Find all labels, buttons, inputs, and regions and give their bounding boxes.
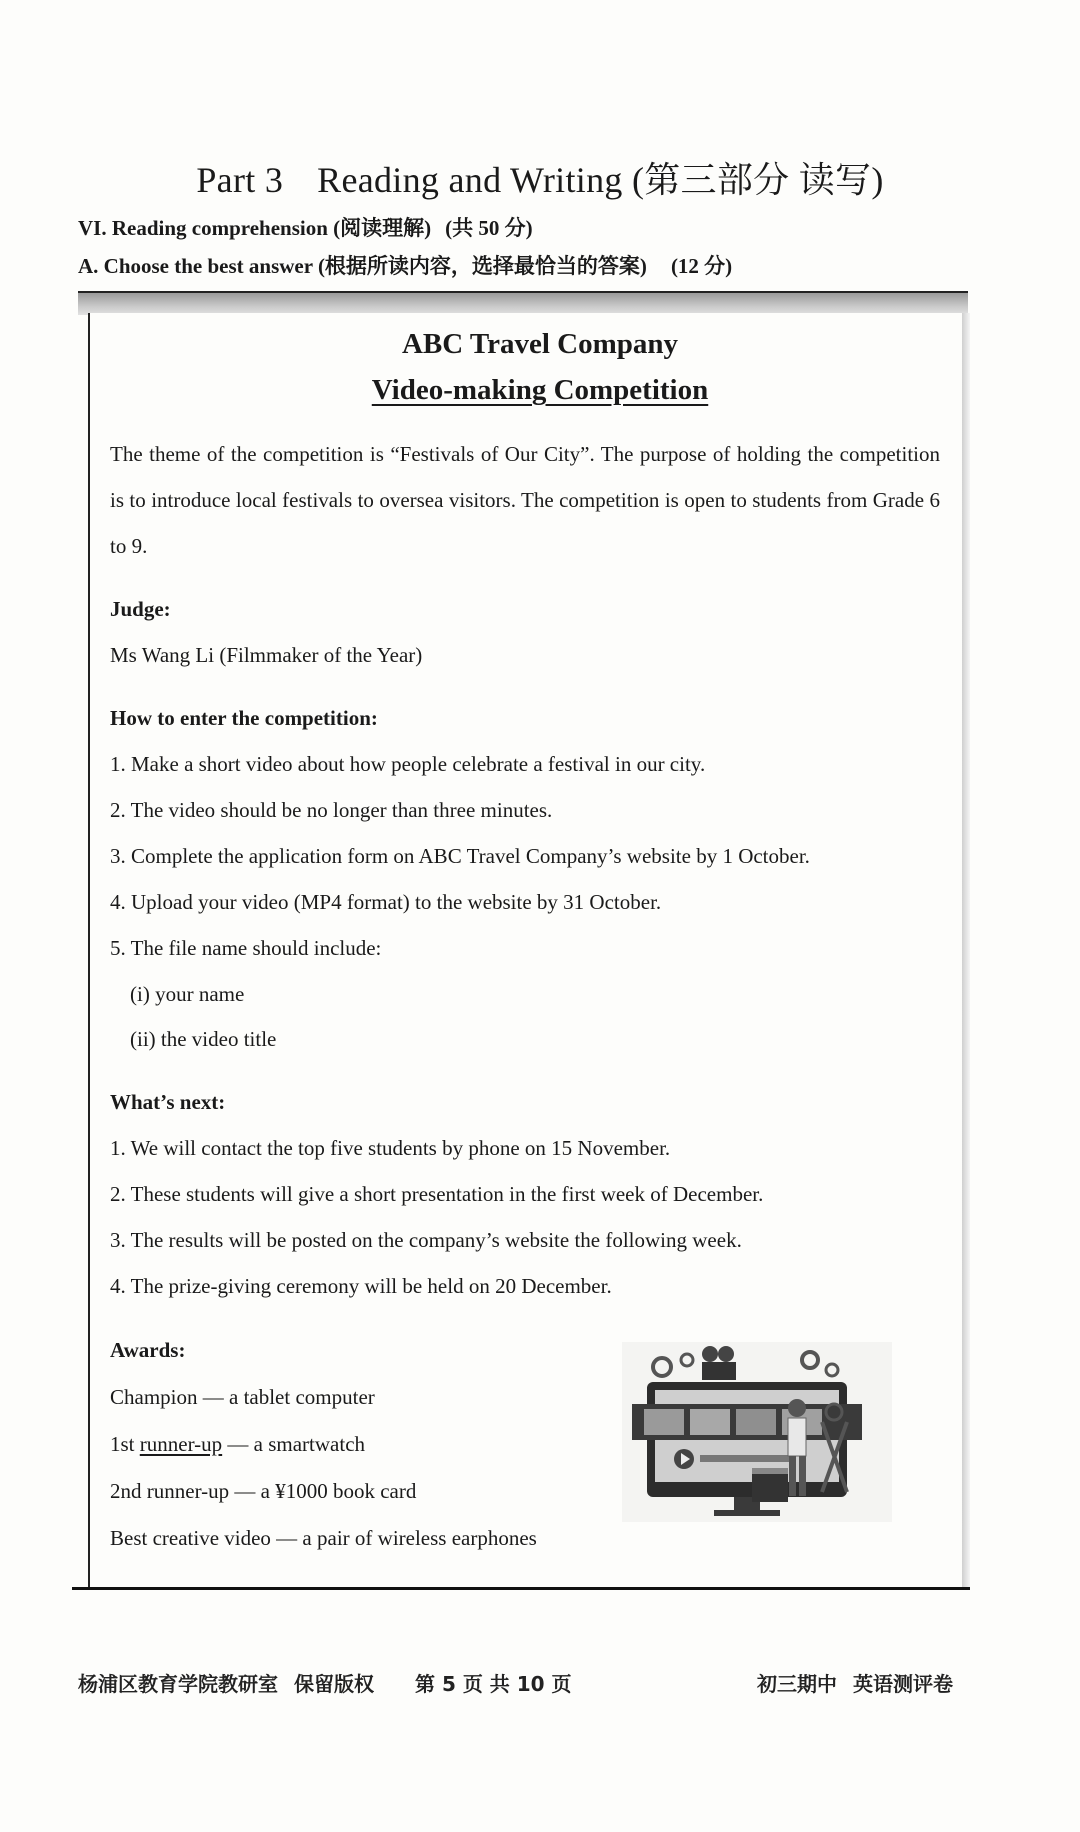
how-step: 3. Complete the application form on ABC Travel Company’s website by 1 October. [110,844,810,868]
next-step: 4. The prize-giving ceremony will be held on 20 December. [110,1274,612,1298]
footer-paper: 英语测评卷 [853,1672,953,1696]
file-name-part: (ii) the video title [130,1027,277,1051]
footer-exam: 初三期中 [757,1672,837,1696]
competition-title: Video-making Competition [371,374,709,406]
section-heading [78,212,533,242]
award-best-creative: Best creative video — a pair of wireless earphones [110,1526,537,1550]
footer-publisher: 杨浦区教育学院教研室 [78,1672,278,1696]
award-champion: Champion — a tablet computer [110,1385,375,1409]
award-first-underlined: runner-up [139,1432,223,1456]
footer-page-number: 第 5 页 共 10 页 [415,1672,572,1696]
footer-left [78,1668,374,1697]
judge-heading: Judge: [110,597,171,621]
how-step: 5. The file name should include: [110,936,382,960]
notice-bottom-rule [72,1587,970,1590]
competition-title-wrap [0,374,1080,407]
award-second-runner-up: 2nd runner-up — a ¥1000 book card [110,1479,417,1503]
footer-copyright: 保留版权 [294,1672,374,1696]
next-step: 3. The results will be posted on the company’s website the following week. [110,1228,742,1252]
next-step: 2. These students will give a short presentation in the first week of December. [110,1182,764,1206]
subsection-heading [78,250,732,280]
next-step: 1. We will contact the top five students by phone on 15 November. [110,1136,671,1160]
how-to-enter-heading: How to enter the competition: [110,706,378,730]
section-score: (共 50 分) [445,216,533,240]
video-making-illustration-icon [622,1342,892,1522]
intro-paragraph: The theme of the competition is “Festivals of Our City”. The purpose of holding the competition is to introduce local festivals to oversea visitors. The competition is open to students from Grade 6 to 9. [110,442,940,558]
award-first-runner-up [110,1432,365,1457]
footer-right [757,1668,953,1697]
award-first-prefix: 1st [110,1432,140,1456]
section-title: VI. Reading comprehension (阅读理解) [78,216,432,240]
award-first-suffix: — a smartwatch [222,1432,366,1456]
whats-next-heading: What’s next: [110,1090,226,1114]
subsection-title: A. Choose the best answer (根据所读内容，选择最恰当的答案) [78,254,647,278]
notice-shadow [962,313,970,1589]
part-number: Part 3 [196,160,284,200]
how-step: 1. Make a short video about how people celebrate a festival in our city. [110,752,706,776]
file-name-part: (i) your name [130,982,245,1006]
awards-heading: Awards: [110,1338,186,1362]
company-name: ABC Travel Company [401,328,679,360]
subsection-score: (12 分) [670,254,733,278]
how-step: 4. Upload your video (MP4 format) to the website by 31 October. [110,890,662,914]
how-step: 2. The video should be no longer than three minutes. [110,798,553,822]
part-title [0,152,1080,203]
notice-top-bar [78,291,968,315]
judge-name: Ms Wang Li (Filmmaker of the Year) [110,643,423,667]
part-name: Reading and Writing (第三部分 读写) [317,160,884,200]
